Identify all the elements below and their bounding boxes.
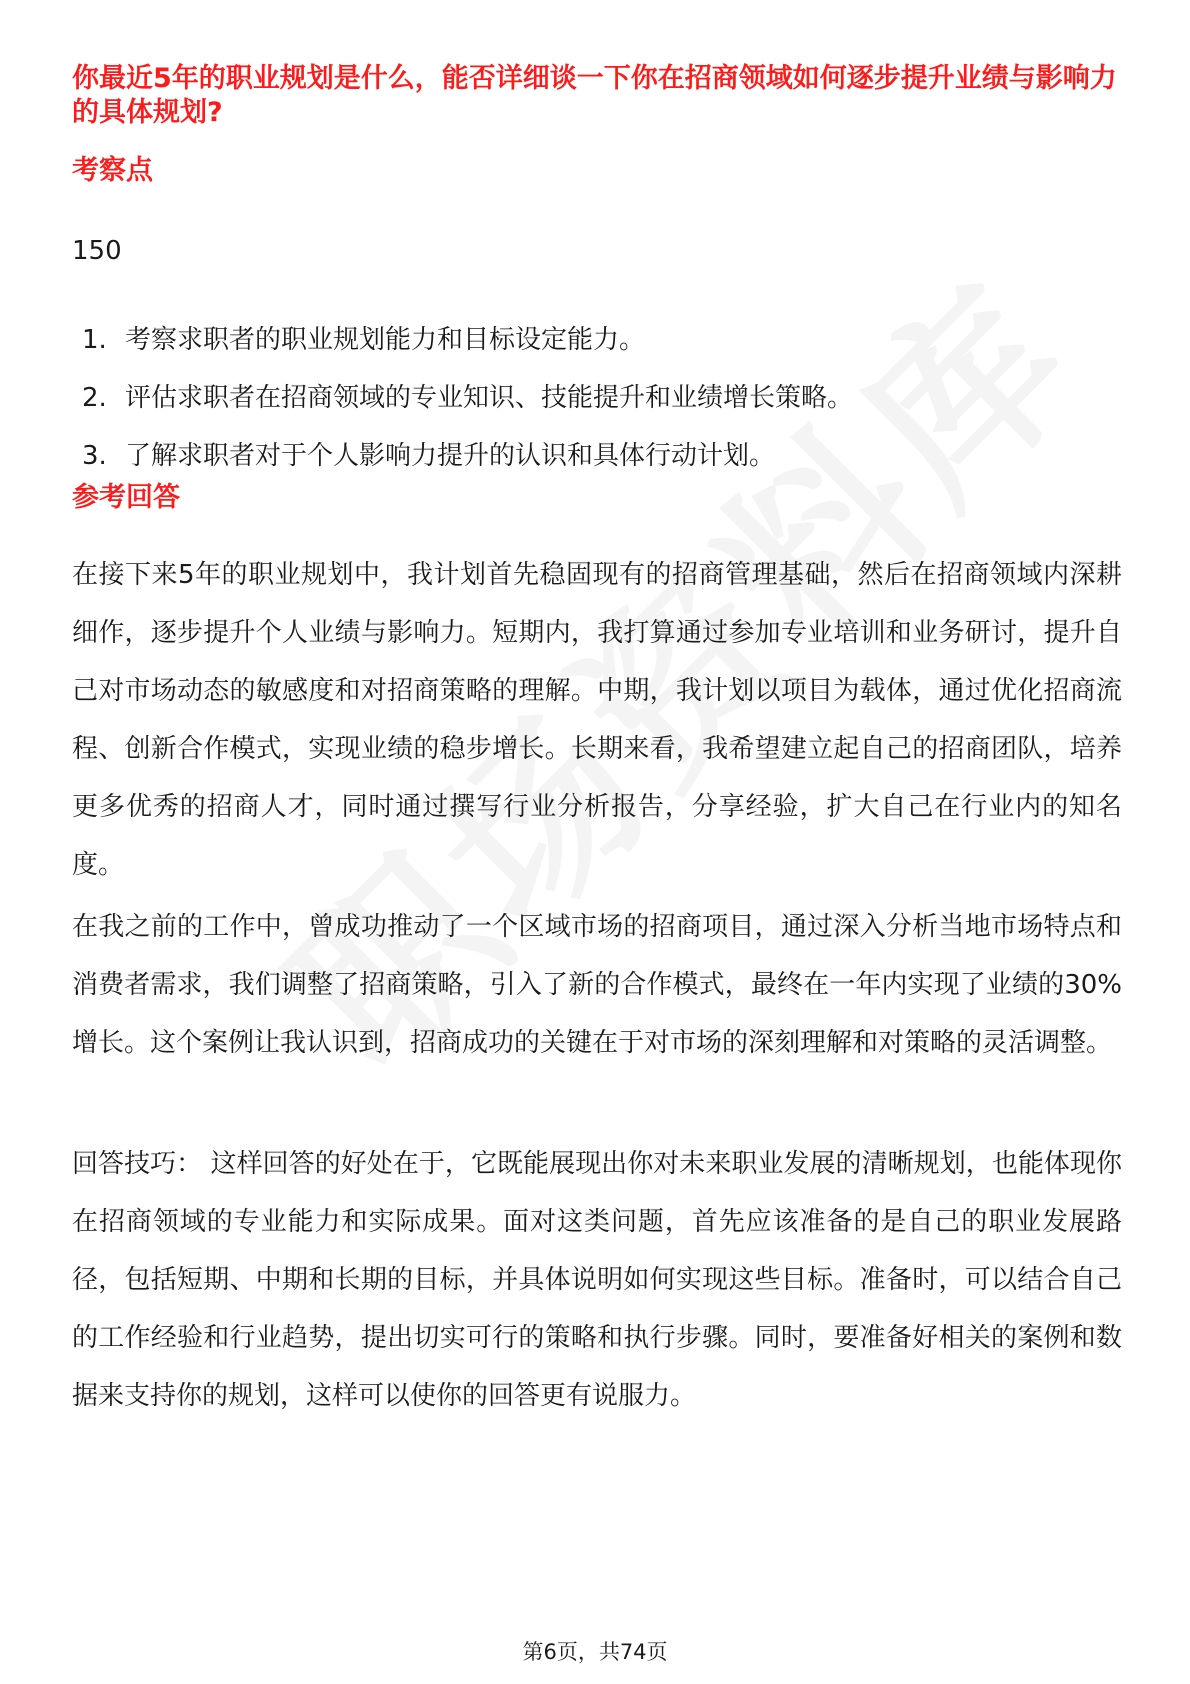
examine-heading: 考察点 bbox=[72, 155, 153, 186]
list-number: 3. bbox=[82, 441, 107, 471]
list-item bbox=[82, 378, 853, 436]
list-number: 1. bbox=[82, 325, 107, 355]
list-text: 考察求职者的职业规划能力和目标设定能力。 bbox=[125, 325, 646, 355]
answer-paragraph: 在接下来5年的职业规划中，我计划首先稳固现有的招商管理基础，然后在招商领域内深耕细作，逐步提升个人业绩与影响力。短期内，我打算通过参加专业培训和业务研讨，提升自己对市场动态的敏感度和对招商策略的理解。中期，我计划以项目为载体，通过优化招商流程、创新合作模式，实现业绩的稳步增长。长期来看，我希望建立起自己的招商团队，培养更多优秀的招商人才，同时通过撰写行业分析报告，分享经验，扩大自己在行业内的知名度。 bbox=[72, 560, 1122, 880]
list-text: 评估求职者在招商领域的专业知识、技能提升和业绩增长策略。 bbox=[125, 383, 854, 413]
score-number: 150 bbox=[72, 236, 122, 266]
answer-heading: 参考回答 bbox=[72, 482, 180, 513]
list-number: 2. bbox=[82, 383, 107, 413]
list-item bbox=[82, 320, 853, 378]
answer-tips-paragraph: 回答技巧： 这样回答的好处在于，它既能展现出你对未来职业发展的清晰规划，也能体现你在招商领域的专业能力和实际成果。面对这类问题，首先应该准备的是自己的职业发展路径，包括短期、中期和长期的目标，并具体说明如何实现这些目标。准备时，可以结合自己的工作经验和行业趋势，提出切实可行的策略和执行步骤。同时，要准备好相关的案例和数据来支持你的规划，这样可以使你的回答更有说服力。 bbox=[72, 1149, 1122, 1411]
list-item bbox=[82, 436, 853, 494]
answer-paragraph: 在我之前的工作中，曾成功推动了一个区域市场的招商项目，通过深入分析当地市场特点和消费者需求，我们调整了招商策略，引入了新的合作模式，最终在一年内实现了业绩的30%增长。这个案例让我认识到，招商成功的关键在于对市场的深刻理解和对策略的灵活调整。 bbox=[72, 912, 1122, 1058]
list-text: 了解求职者对于个人影响力提升的认识和具体行动计划。 bbox=[125, 441, 776, 471]
question-title: 你最近5年的职业规划是什么，能否详细谈一下你在招商领域如何逐步提升业绩与影响力的具体规划? bbox=[72, 63, 1117, 128]
examine-points-list bbox=[82, 320, 853, 494]
page-number: 第6页，共74页 bbox=[522, 1640, 668, 1664]
